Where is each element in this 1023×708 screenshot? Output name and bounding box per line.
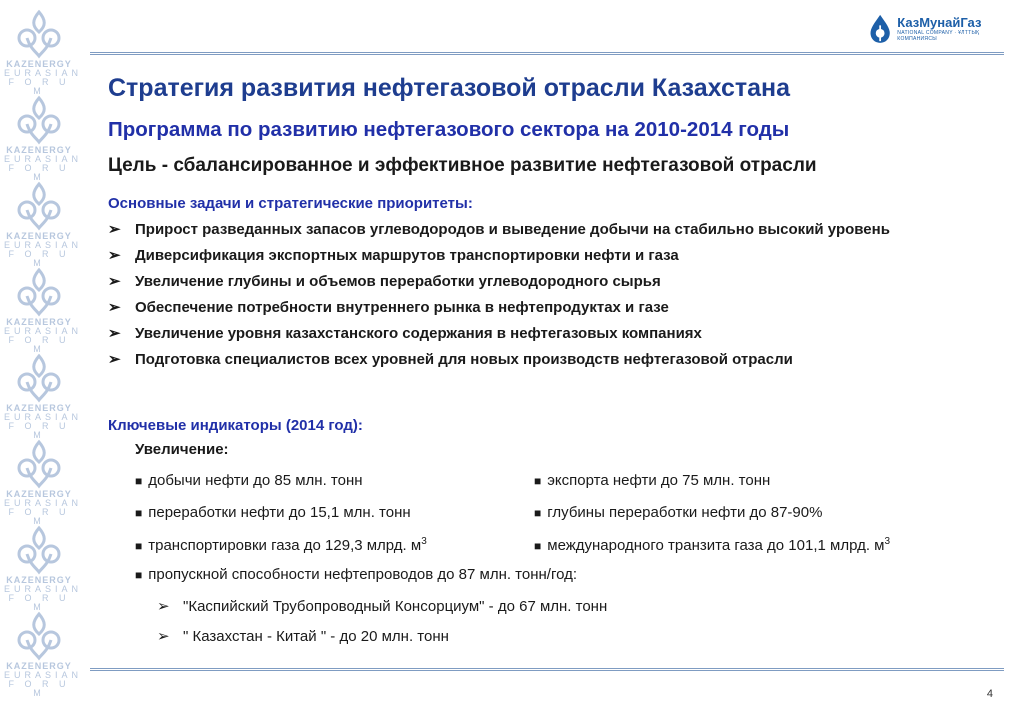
indicators-heading: Ключевые индикаторы (2014 год): (108, 417, 363, 434)
emblem-text: EURASIAN (4, 326, 83, 336)
emblem-text: EURASIAN (4, 498, 83, 508)
arrow-bullet-icon: ➢ (108, 299, 121, 316)
emblem-text: KAZENERGY (6, 489, 72, 499)
emblem-text: F O R U M (8, 421, 70, 440)
indicator-item: ■ глубины переработки нефти до 87-90% (534, 504, 823, 521)
emblem-text: KAZENERGY (6, 145, 72, 155)
square-bullet-icon: ■ (135, 506, 143, 520)
logo-drop-icon (867, 11, 893, 45)
arrow-bullet-icon: ➢ (108, 273, 121, 290)
kazenergy-emblem (4, 524, 83, 612)
kazenergy-emblem (4, 94, 83, 182)
emblem-text: F O R U M (8, 163, 70, 182)
square-bullet-icon: ■ (534, 539, 542, 553)
emblem-text: F O R U M (8, 249, 70, 268)
kazenergy-emblem (4, 352, 83, 440)
emblem-text: EURASIAN (4, 154, 83, 164)
kazenergy-emblem (4, 8, 83, 96)
increase-label: Увеличение: (135, 441, 229, 458)
emblem-text: EURASIAN (4, 584, 83, 594)
square-bullet-icon: ■ (135, 474, 143, 488)
tasks-heading: Основные задачи и стратегические приоритеты: (108, 195, 473, 212)
page-subtitle: Программа по развитию нефтегазового сектора на 2010-2014 годы (108, 118, 790, 141)
arrow-bullet-icon: ➢ (157, 628, 170, 645)
logo-name: КазМунайГаз (897, 14, 982, 30)
logo-tagline: NATIONAL COMPANY · ҰЛТТЫҚ КОМПАНИЯСЫ (897, 29, 980, 42)
emblem-text: KAZENERGY (6, 59, 72, 69)
emblem-text: F O R U M (8, 77, 70, 96)
ornament-icon (12, 8, 66, 60)
emblem-text: KAZENERGY (6, 403, 72, 413)
task-item: ➢ Прирост разведанных запасов углеводородов и выведение добычи на стабильно высокий уровень (108, 221, 890, 238)
kazenergy-emblem (4, 610, 83, 698)
emblem-text: KAZENERGY (6, 575, 72, 585)
emblem-text: KAZENERGY (6, 661, 72, 671)
ornament-icon (12, 94, 66, 146)
emblem-text: EURASIAN (4, 240, 83, 250)
emblem-text: KAZENERGY (6, 231, 72, 241)
square-bullet-icon: ■ (534, 474, 542, 488)
company-logo (867, 10, 1005, 46)
sidebar-emblems (0, 0, 83, 708)
kazenergy-emblem (4, 438, 83, 526)
emblem-text: F O R U M (8, 507, 70, 526)
arrow-bullet-icon: ➢ (108, 325, 121, 342)
task-item: ➢ Подготовка специалистов всех уровней для новых производств нефтегазовой отрасли (108, 351, 793, 368)
kazenergy-emblem (4, 180, 83, 268)
ornament-icon (12, 266, 66, 318)
pipeline-item: ➢ "Каспийский Трубопроводный Консорциум" - до 67 млн. тонн (157, 598, 608, 615)
pipeline-indicator: ■ пропускной способности нефтепроводов до 87 млн. тонн/год: (135, 566, 578, 583)
ornament-icon (12, 524, 66, 576)
indicator-item: ■ международного транзита газа до 101,1 млрд. $м^3$ (534, 536, 891, 554)
emblem-text: F O R U M (8, 335, 70, 354)
arrow-bullet-icon: ➢ (108, 247, 121, 264)
ornament-icon (12, 180, 66, 232)
task-item: ➢ Обеспечение потребности внутреннего рынка в нефтепродуктах и газе (108, 299, 669, 316)
goal-statement: Цель - сбалансированное и эффективное развитие нефтегазовой отрасли (108, 155, 817, 176)
kazenergy-emblem (4, 266, 83, 354)
emblem-text: KAZENERGY (6, 317, 72, 327)
task-item: ➢ Увеличение уровня казахстанского содержания в нефтегазовых компаниях (108, 325, 702, 342)
top-divider (90, 52, 1004, 55)
emblem-text: EURASIAN (4, 670, 83, 680)
ornament-icon (12, 352, 66, 404)
pipeline-item: ➢ " Казахстан - Китай " - до 20 млн. тонн (157, 628, 449, 645)
tasks-list (108, 220, 988, 376)
page-number: 4 (986, 688, 993, 700)
square-bullet-icon: ■ (135, 568, 143, 582)
indicator-item: ■ экспорта нефти до 75 млн. тонн (534, 472, 771, 489)
bottom-divider (90, 668, 1004, 671)
page-title: Стратегия развития нефтегазовой отрасли Казахстана (108, 74, 791, 102)
task-item: ➢ Увеличение глубины и объемов переработки углеводородного сырья (108, 273, 661, 290)
task-item: ➢ Диверсификация экспортных маршрутов транспортировки нефти и газа (108, 247, 679, 264)
arrow-bullet-icon: ➢ (108, 221, 121, 238)
indicator-item: ■ транспортировки газа до 129,3 млрд. $м^3$ (135, 536, 427, 554)
emblem-text: EURASIAN (4, 68, 83, 78)
emblem-text: EURASIAN (4, 412, 83, 422)
emblem-text: F O R U M (8, 593, 70, 612)
arrow-bullet-icon: ➢ (157, 598, 170, 615)
arrow-bullet-icon: ➢ (108, 351, 121, 368)
square-bullet-icon: ■ (135, 539, 143, 553)
emblem-text: F O R U M (8, 679, 70, 698)
ornament-icon (12, 610, 66, 662)
indicator-item: ■ переработки нефти до 15,1 млн. тонн (135, 504, 411, 521)
square-bullet-icon: ■ (534, 506, 542, 520)
ornament-icon (12, 438, 66, 490)
indicator-item: ■ добычи нефти до 85 млн. тонн (135, 472, 363, 489)
